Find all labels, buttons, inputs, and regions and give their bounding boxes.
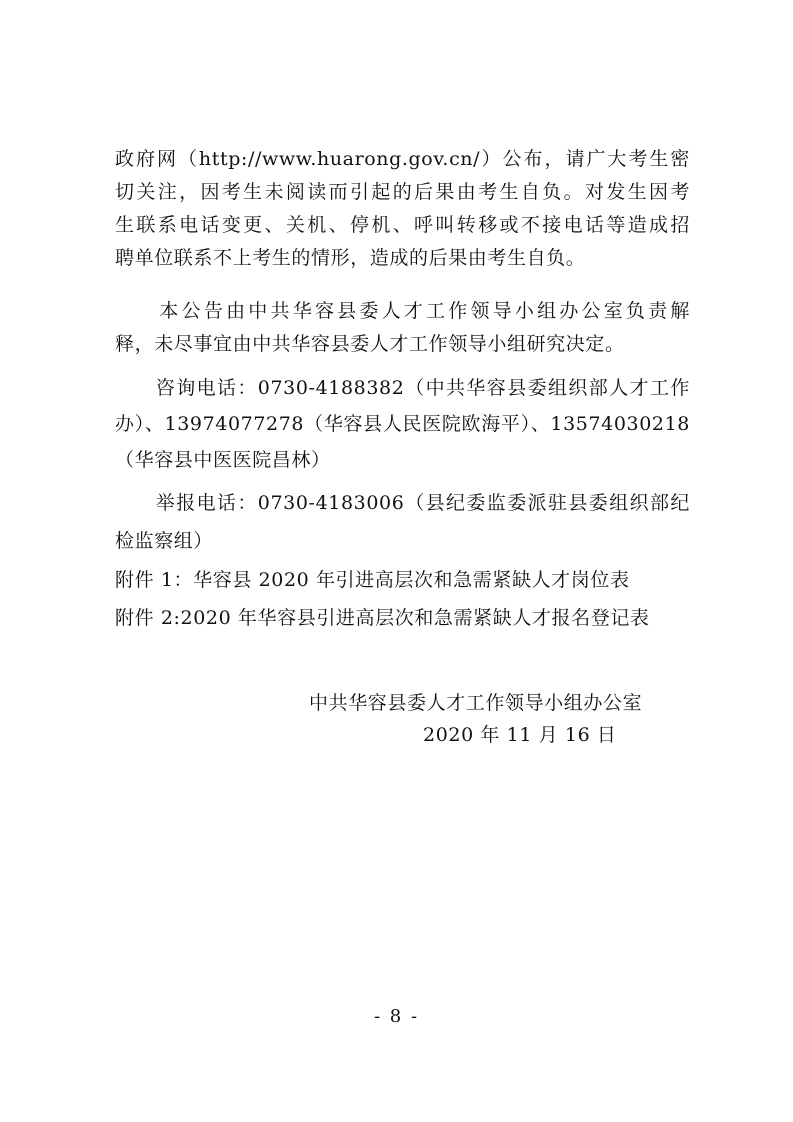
- signature-org: 中共华容县委人才工作领导小组办公室: [309, 692, 643, 714]
- body-line-1: 政府网（http://www.huarong.gov.cn/）公布，请广大考生密: [115, 148, 690, 170]
- body-line-9: （华容县中医医院昌林）: [115, 449, 331, 471]
- page-number: - 8 -: [373, 1006, 420, 1027]
- body-line-11: 检监察组）: [115, 530, 214, 552]
- attachment-2: 附件 2:2020 年华容县引进高层次和急需紧缺人才报名登记表: [115, 607, 650, 629]
- body-line-8: 办）、13974077278（华容县人民医院欧海平）、13574030218: [115, 413, 690, 435]
- signature-date: 2020 年 11 月 16 日: [423, 724, 617, 746]
- body-line-10: 举报电话：0730-4183006（县纪委监委派驻县委组织部纪: [115, 492, 690, 514]
- body-line-5: 本公告由中共华容县委人才工作领导小组办公室负责解: [115, 300, 690, 322]
- body-line-2: 切关注，因考生未阅读而引起的后果由考生自负。对发生因考: [115, 181, 690, 203]
- body-line-4: 聘单位联系不上考生的情形，造成的后果由考生自负。: [115, 247, 586, 269]
- body-line-6: 释，未尽事宜由中共华容县委人才工作领导小组研究决定。: [115, 333, 625, 355]
- body-line-3: 生联系电话变更、关机、停机、呼叫转移或不接电话等造成招: [115, 214, 690, 236]
- body-line-7: 咨询电话：0730-4188382（中共华容县委组织部人才工作: [115, 377, 690, 399]
- attachment-1: 附件 1：华容县 2020 年引进高层次和急需紧缺人才岗位表: [115, 569, 630, 591]
